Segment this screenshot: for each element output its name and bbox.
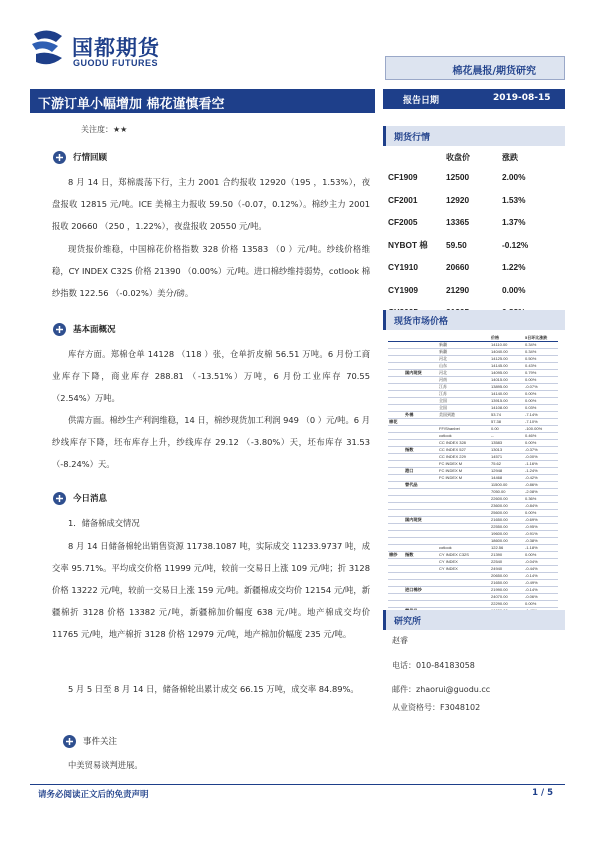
- spot-row: [388, 587, 558, 594]
- spot-category: [388, 377, 404, 384]
- spot-category: [404, 573, 438, 580]
- spot-cell: 14015.00: [490, 377, 524, 384]
- spot-row: [388, 426, 558, 433]
- spot-row: [388, 573, 558, 580]
- spot-category: [388, 349, 404, 356]
- spot-cell: 0.50%: [524, 356, 558, 363]
- analyst-phone: 电话：010-84183058: [392, 661, 475, 670]
- spot-row: [388, 538, 558, 545]
- spot-cell: CC INDEX 229: [438, 454, 490, 461]
- spot-category: [404, 405, 438, 412]
- spot-cell: 江苏: [438, 391, 490, 398]
- spot-cell: -1.16%: [524, 461, 558, 468]
- spot-cell: CC INDEX 527: [438, 447, 490, 454]
- spot-cell: 14040.00: [490, 349, 524, 356]
- research-heading: 研究所: [383, 610, 565, 630]
- spot-row: [388, 510, 558, 517]
- spot-cell: FF/Shanbei: [438, 426, 490, 433]
- spot-cell: 0.46%: [524, 433, 558, 440]
- date-bar: [383, 89, 565, 109]
- market-para-1: 8 月 14 日，郑棉震荡下行，主力 2001 合约报收 12920（195 ，1.53%），夜盘报收 12815 元/吨。ICE 美棉主力报收 59.50（-0.07，0.12%）。棉纱主力 2001 报收 20660 （250 ，1.22%），夜盘报收 20550 元/吨。: [52, 177, 370, 231]
- spot-row: [388, 552, 558, 559]
- spot-category: [404, 391, 438, 398]
- section-bullet-icon: [52, 322, 67, 337]
- change-pct: 1.37%: [502, 217, 526, 228]
- section-bullet-icon: [62, 734, 77, 749]
- spot-category: [404, 531, 438, 538]
- spot-cell: 0.00%: [524, 377, 558, 384]
- spot-cell: 0.00%: [524, 552, 558, 559]
- spot-cell: -0.69%: [524, 517, 558, 524]
- spot-category: [404, 384, 438, 391]
- spot-row: [388, 517, 558, 524]
- spot-category: [388, 440, 404, 447]
- change-pct: 1.53%: [502, 194, 526, 205]
- spot-category: [388, 524, 404, 531]
- spot-cell: [438, 496, 490, 503]
- spot-cell: 13895.00: [490, 384, 524, 391]
- spot-row: [388, 489, 558, 496]
- spot-cell: -0.49%: [524, 580, 558, 587]
- spot-cell: cotlook: [438, 433, 490, 440]
- spot-category: [388, 489, 404, 496]
- col-close-price: 收盘价: [446, 153, 470, 162]
- spot-category: [388, 342, 404, 349]
- spot-category: 指数: [404, 552, 438, 559]
- spot-category: 进口棉纱: [404, 587, 438, 594]
- futures-header-row: [388, 149, 558, 166]
- spot-category: 替代品: [404, 482, 438, 489]
- spot-row: [388, 419, 558, 426]
- futures-row: [388, 256, 558, 279]
- spot-category: [388, 391, 404, 398]
- spot-cell: -1.18%: [524, 545, 558, 552]
- spot-cell: -7.10%: [524, 419, 558, 426]
- spot-category: [404, 454, 438, 461]
- analyst-name: 赵睿: [392, 636, 408, 645]
- contract-code: NYBOT 棉: [388, 239, 428, 250]
- spot-cell: 22540: [490, 559, 524, 566]
- report-date: 2019-08-15: [493, 93, 551, 103]
- spot-category: [388, 433, 404, 440]
- spot-category: 棉花: [388, 419, 404, 426]
- spot-row: [388, 461, 558, 468]
- page-title: 下游订单小幅增加 棉花谨慎看空: [38, 97, 225, 112]
- spot-cell: -0.07%: [524, 384, 558, 391]
- spot-row: [388, 503, 558, 510]
- spot-cell: 24940: [490, 566, 524, 573]
- spot-category: [404, 377, 438, 384]
- news-para-1: 8 月 14 日储备棉轮出销售资源 11738.1087 吨，实际成交 11233.9737 吨，成交率 95.71%。平均成交价格 11999 元/吨，较前一交易日上涨 109 元/吨；折 3128 价格 13222 元/吨，较前一交易日上涨 159 元/吨。新疆棉成交均价 12154 元/吨，新疆棉折 3128 价格 13382 元/吨，新疆棉加价幅度 638 元/吨。地产棉成交均价 11765 元/吨，地产棉折 3128 价格 12979 元/吨，地产棉加价幅度 235 元/吨。: [52, 541, 370, 639]
- title-bar: [30, 89, 375, 113]
- spot-cell: 20650.00: [490, 573, 524, 580]
- news-para-2: 5 月 5 日至 8 月 14 日，储备棉轮出累计成交 66.15 万吨，成交率 84.89%。: [68, 684, 359, 694]
- spot-cell: FC INDEX M: [438, 468, 490, 475]
- spot-row: [388, 370, 558, 377]
- close-price: 12920: [446, 194, 470, 205]
- spot-cell: 河北: [438, 370, 490, 377]
- spot-category: [388, 398, 404, 405]
- spot-cell: 21990.00: [490, 587, 524, 594]
- spot-category: [388, 412, 404, 419]
- section-news-heading: 今日消息: [52, 489, 107, 507]
- spot-cell: FC INDEX M: [438, 461, 490, 468]
- spot-cell: 14145.00: [490, 363, 524, 370]
- spot-cell: 19600.00: [490, 531, 524, 538]
- close-price: 13365: [446, 217, 470, 228]
- spot-cell: 14108.00: [490, 405, 524, 412]
- section-bullet-icon: [52, 491, 67, 506]
- spot-category: [404, 363, 438, 370]
- spot-cell: [438, 503, 490, 510]
- spot-category: [404, 510, 438, 517]
- spot-cell: 14571: [490, 454, 524, 461]
- spot-header-cell: 5日环比涨跌: [524, 335, 558, 342]
- change-pct: 1.22%: [502, 262, 526, 273]
- spot-category: [404, 503, 438, 510]
- spot-cell: -0.06%: [524, 594, 558, 601]
- spot-cell: -0.00%: [524, 454, 558, 461]
- spot-cell: 7050.00: [490, 489, 524, 496]
- spot-category: 外棉: [404, 412, 438, 419]
- analyst-email[interactable]: 邮件：zhaorui@guodu.cc: [392, 685, 491, 694]
- spot-cell: 22290.00: [490, 601, 524, 608]
- spot-category: [388, 587, 404, 594]
- spot-cell: -7.14%: [524, 412, 558, 419]
- attention-rating: 关注度：★★: [81, 125, 128, 134]
- spot-cell: CY INDEX C32S: [438, 552, 490, 559]
- spot-row: [388, 363, 558, 370]
- spot-cell: 全国: [438, 405, 490, 412]
- spot-cell: 山东: [438, 363, 490, 370]
- spot-cell: 0.00%: [524, 440, 558, 447]
- spot-cell: 13013: [490, 447, 524, 454]
- spot-cell: cotlook: [438, 545, 490, 552]
- spot-category: [388, 496, 404, 503]
- spot-cell: [438, 524, 490, 531]
- spot-category: [388, 482, 404, 489]
- spot-cell: [438, 482, 490, 489]
- spot-category: [388, 356, 404, 363]
- spot-category: [404, 426, 438, 433]
- spot-row: [388, 433, 558, 440]
- spot-cell: 0.00%: [524, 601, 558, 608]
- spot-row: [388, 475, 558, 482]
- spot-category: [388, 517, 404, 524]
- close-price: 21290: [446, 284, 470, 295]
- spot-category: [388, 426, 404, 433]
- spot-category: [404, 566, 438, 573]
- spot-cell: 0.00%: [524, 510, 558, 517]
- spot-cell: --: [490, 433, 524, 440]
- spot-row: [388, 440, 558, 447]
- spot-row: [388, 405, 558, 412]
- fundamental-para-1: 库存方面。郑棉仓单 14128 （118 ）张，仓单折皮棉 56.51 万吨。6 月份工商业库存下降，商业库存 288.81 （-13.51%）万吨，6 月份工业库存 70.55 （2.54%）万吨。: [52, 349, 370, 403]
- spot-category: [404, 601, 438, 608]
- spot-row: [388, 601, 558, 608]
- spot-cell: 0.36%: [524, 496, 558, 503]
- spot-cell: 14110.00: [490, 342, 524, 349]
- spot-cell: 21650.00: [490, 517, 524, 524]
- spot-cell: 122.56: [490, 545, 524, 552]
- contract-code: CF1909: [388, 172, 418, 183]
- spot-category: [388, 538, 404, 545]
- spot-cell: 美国到港: [438, 412, 490, 419]
- spot-category: 棉纱: [388, 552, 404, 559]
- spot-row: [388, 468, 558, 475]
- spot-cell: 0.79%: [524, 370, 558, 377]
- spot-cell: 14095.00: [490, 370, 524, 377]
- spot-category: [404, 433, 438, 440]
- spot-cell: 22600.00: [490, 496, 524, 503]
- change-pct: -0.12%: [502, 239, 529, 250]
- spot-category: [388, 510, 404, 517]
- spot-cell: -0.42%: [524, 475, 558, 482]
- spot-cell: -1.24%: [524, 468, 558, 475]
- spot-cell: [438, 419, 490, 426]
- report-type-box: [385, 56, 565, 80]
- spot-cell: -0.91%: [524, 531, 558, 538]
- spot-row: [388, 391, 558, 398]
- spot-row: [388, 342, 558, 349]
- spot-row: [388, 580, 558, 587]
- futures-heading: 期货行情: [383, 126, 565, 146]
- section-bullet-icon: [52, 150, 67, 165]
- spot-cell: 0.34%: [524, 342, 558, 349]
- spot-category: [388, 454, 404, 461]
- spot-cell: -2.08%: [524, 489, 558, 496]
- spot-category: [404, 398, 438, 405]
- spot-cell: 14140.00: [490, 391, 524, 398]
- futures-row: [388, 234, 558, 257]
- spot-cell: 0.43%: [524, 363, 558, 370]
- close-price: 20660: [446, 262, 470, 273]
- spot-category: [388, 601, 404, 608]
- spot-cell: 25600.00: [490, 510, 524, 517]
- spot-category: [388, 384, 404, 391]
- spot-cell: 21650.00: [490, 580, 524, 587]
- spot-cell: 21390: [490, 552, 524, 559]
- spot-cell: [438, 580, 490, 587]
- report-type: 棉花晨报/期货研究: [452, 66, 536, 77]
- close-price: 12500: [446, 172, 470, 183]
- spot-cell: 75.62: [490, 461, 524, 468]
- spot-category: [404, 594, 438, 601]
- spot-category: 国内现货: [404, 517, 438, 524]
- contract-code: CY1909: [388, 284, 418, 295]
- spot-category: [404, 524, 438, 531]
- analyst-cert: 从业资格号：F3048102: [392, 703, 481, 712]
- spot-row: [388, 559, 558, 566]
- spot-row: [388, 531, 558, 538]
- spot-cell: 57.38: [490, 419, 524, 426]
- section-market-heading: 行情回顾: [52, 148, 107, 166]
- spot-category: 指数: [404, 447, 438, 454]
- spot-cell: 0.00: [490, 426, 524, 433]
- spot-category: [388, 370, 404, 377]
- spot-category: [404, 349, 438, 356]
- spot-cell: [438, 587, 490, 594]
- spot-category: [388, 566, 404, 573]
- spot-header-cell: 价格: [490, 335, 524, 342]
- spot-row: [388, 524, 558, 531]
- spot-category: [404, 419, 438, 426]
- spot-cell: 新疆: [438, 349, 490, 356]
- spot-category: [404, 356, 438, 363]
- spot-cell: 0.03%: [524, 405, 558, 412]
- spot-category: [388, 545, 404, 552]
- spot-cell: [438, 489, 490, 496]
- spot-cell: -0.84%: [524, 503, 558, 510]
- spot-category: 港口: [404, 468, 438, 475]
- futures-row: [388, 279, 558, 302]
- news-item-1: 1．储备棉成交情况: [68, 518, 140, 528]
- spot-cell: -0.14%: [524, 573, 558, 580]
- spot-row: [388, 384, 558, 391]
- spot-row: [388, 377, 558, 384]
- spot-row: [388, 412, 558, 419]
- guodu-logo: [30, 28, 180, 72]
- contract-code: CY1910: [388, 262, 418, 273]
- spot-category: [404, 496, 438, 503]
- spot-category: [388, 461, 404, 468]
- spot-category: [404, 440, 438, 447]
- spot-cell: -0.95%: [524, 524, 558, 531]
- event-heading: 事件关注: [62, 732, 117, 750]
- spot-cell: 河南: [438, 377, 490, 384]
- page-number: 1 / 5: [532, 788, 553, 798]
- spot-cell: 0.00%: [524, 391, 558, 398]
- spot-row: [388, 398, 558, 405]
- spot-cell: -0.38%: [524, 538, 558, 545]
- spot-cell: 14468: [490, 475, 524, 482]
- report-date-label: 报告日期: [403, 96, 440, 106]
- spot-category: [388, 475, 404, 482]
- change-pct: 2.00%: [502, 172, 526, 183]
- futures-row: [388, 211, 558, 234]
- spot-cell: 13583: [490, 440, 524, 447]
- spot-category: [388, 559, 404, 566]
- spot-category: [404, 489, 438, 496]
- spot-row: [388, 545, 558, 552]
- spot-cell: -0.37%: [524, 447, 558, 454]
- spot-cell: 18600.00: [490, 538, 524, 545]
- spot-category: 国内现货: [404, 370, 438, 377]
- spot-category: [404, 559, 438, 566]
- spot-category: [404, 461, 438, 468]
- spot-category: [388, 468, 404, 475]
- change-pct: 0.00%: [502, 284, 526, 295]
- spot-category: [388, 405, 404, 412]
- spot-cell: -0.86%: [524, 482, 558, 489]
- fundamental-para-2: 供需方面。棉纱生产利润维稳，14 日，棉纱现货加工利润 949 （0 ）元/吨。6 月纱线库存下降，坯布库存上升，纱线库存 29.12 （-3.80%）天，坯布库存 31.53 （-8.24%）天。: [52, 415, 370, 469]
- spot-cell: [438, 531, 490, 538]
- brand-name-en: GUODU FUTURES: [73, 58, 158, 68]
- spot-price-table: [388, 335, 558, 622]
- spot-row: [388, 349, 558, 356]
- guodu-logo-icon: [30, 28, 66, 68]
- spot-category: [388, 531, 404, 538]
- spot-cell: 13915.00: [490, 398, 524, 405]
- spot-cell: 江苏: [438, 384, 490, 391]
- spot-cell: 新疆: [438, 342, 490, 349]
- spot-row: [388, 356, 558, 363]
- futures-table: [388, 149, 558, 324]
- spot-row: [388, 447, 558, 454]
- spot-category: [404, 545, 438, 552]
- spot-cell: [438, 594, 490, 601]
- spot-category: [388, 573, 404, 580]
- spot-category: [404, 475, 438, 482]
- spot-cell: [438, 538, 490, 545]
- close-price: 59.50: [446, 239, 467, 250]
- footer-disclaimer[interactable]: 请务必阅读正文后的免责声明: [38, 790, 149, 800]
- spot-row: [388, 496, 558, 503]
- spot-cell: FC INDEX M: [438, 475, 490, 482]
- spot-cell: 0.00%: [524, 398, 558, 405]
- spot-cell: [438, 573, 490, 580]
- spot-cell: 11500.00: [490, 482, 524, 489]
- futures-row: [388, 189, 558, 212]
- spot-cell: CY INDEX: [438, 566, 490, 573]
- spot-cell: CC INDEX 328: [438, 440, 490, 447]
- spot-cell: 24070.00: [490, 594, 524, 601]
- section-fundamental-heading: 基本面概况: [52, 320, 116, 338]
- spot-cell: [438, 517, 490, 524]
- spot-category: [388, 594, 404, 601]
- spot-category: [388, 363, 404, 370]
- col-change: 涨跌: [502, 153, 518, 162]
- spot-category: [404, 538, 438, 545]
- spot-cell: CY INDEX: [438, 559, 490, 566]
- spot-cell: 0.34%: [524, 349, 558, 356]
- contract-code: CF2001: [388, 194, 418, 205]
- spot-cell: 12948: [490, 468, 524, 475]
- spot-cell: -0.14%: [524, 587, 558, 594]
- spot-cell: -0.04%: [524, 559, 558, 566]
- spot-cell: [438, 601, 490, 608]
- spot-row: [388, 594, 558, 601]
- contract-code: CF2005: [388, 217, 418, 228]
- spot-cell: 全国: [438, 398, 490, 405]
- market-para-2: 现货报价维稳，中国棉花价格指数 328 价格 13583 （0 ）元/吨。纱线价格维稳，CY INDEX C32S 价格 21390 （0.00%）元/吨。进口棉纱维持弱势，cotlook 棉纱指数 122.56 （-0.02%）美分/磅。: [52, 244, 370, 298]
- brand-name-cn: 国都期货: [72, 36, 160, 60]
- footer-divider: [30, 784, 565, 785]
- spot-cell: 河北: [438, 356, 490, 363]
- spot-row: [388, 566, 558, 573]
- futures-row: [388, 166, 558, 189]
- spot-cell: 22550.00: [490, 524, 524, 531]
- spot-heading: 现货市场价格: [383, 310, 565, 330]
- spot-category: [388, 580, 404, 587]
- spot-category: [404, 342, 438, 349]
- spot-cell: 53.74: [490, 412, 524, 419]
- spot-row: [388, 482, 558, 489]
- spot-category: [404, 580, 438, 587]
- spot-cell: -0.44%: [524, 566, 558, 573]
- spot-cell: 14125.00: [490, 356, 524, 363]
- spot-row: [388, 454, 558, 461]
- event-text: 中美贸易谈判进展。: [68, 760, 143, 770]
- spot-category: [388, 503, 404, 510]
- spot-category: [388, 447, 404, 454]
- spot-cell: [438, 510, 490, 517]
- spot-cell: 23600.00: [490, 503, 524, 510]
- spot-cell: -100.00%: [524, 426, 558, 433]
